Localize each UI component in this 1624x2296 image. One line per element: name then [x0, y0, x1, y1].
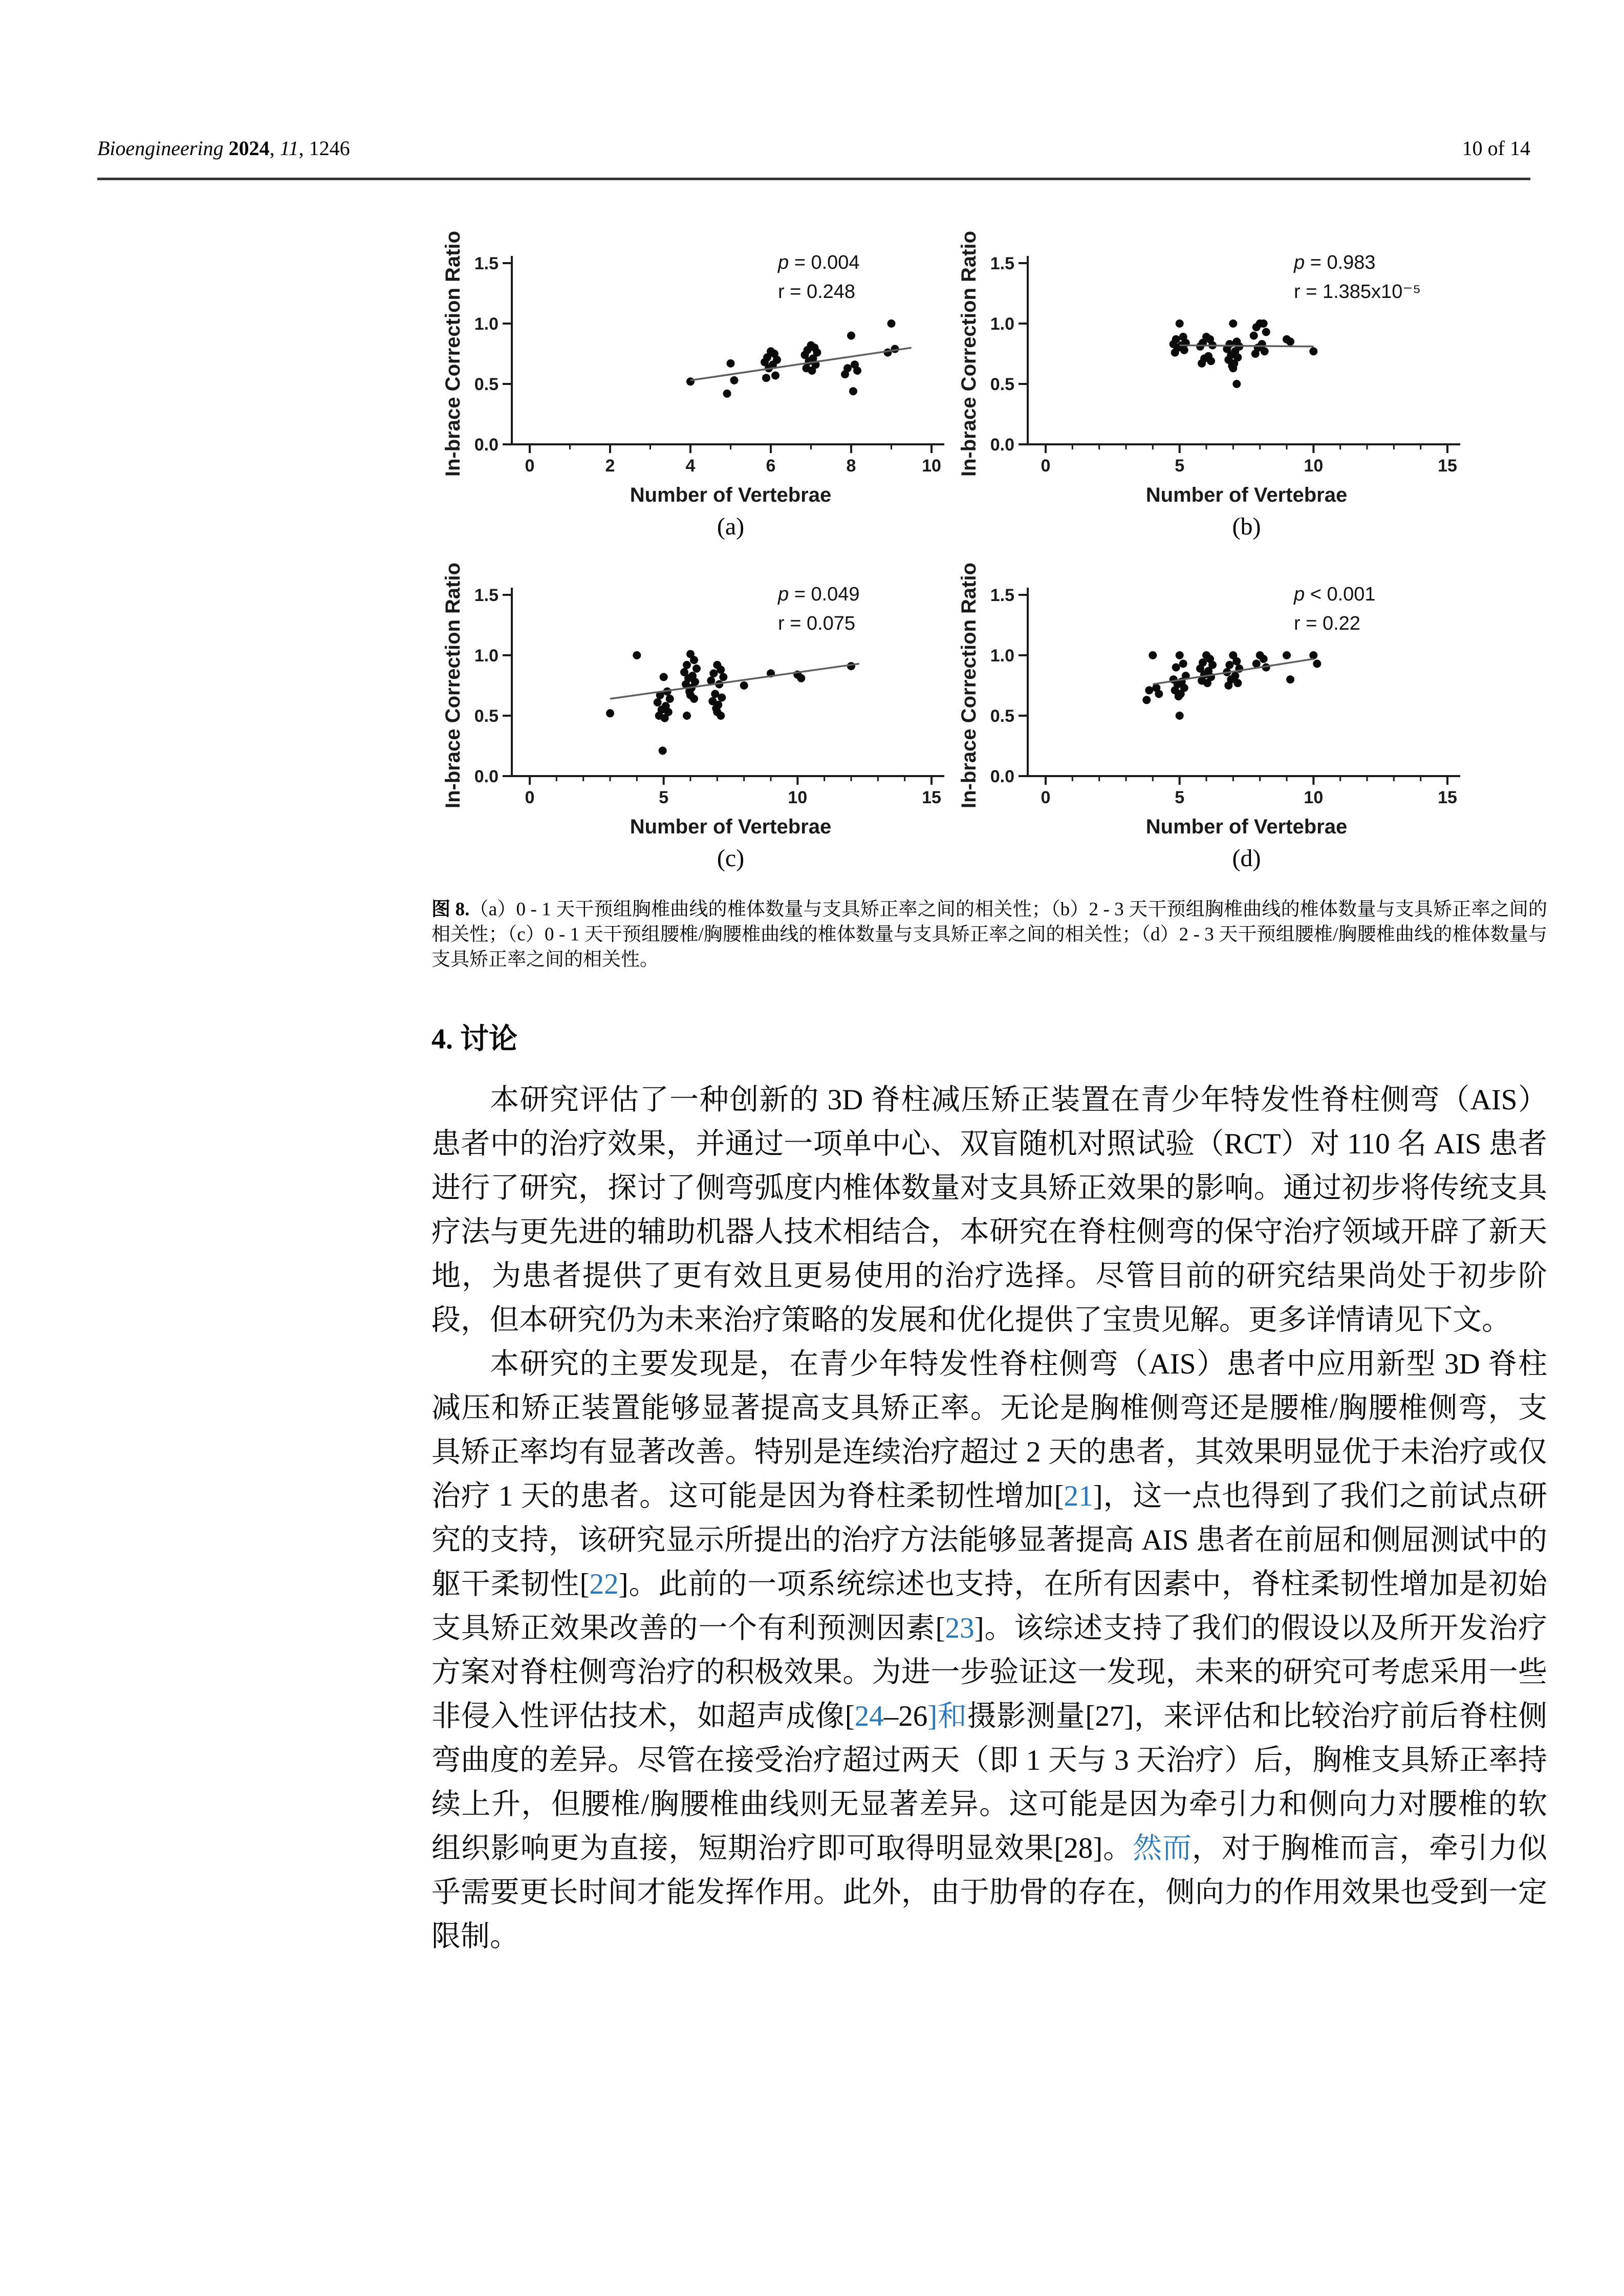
p-value-label: p = 0.004 [778, 252, 860, 273]
paragraph [431, 1078, 1547, 1342]
text-segment: , 1246 [298, 137, 350, 160]
svg-text:15: 15 [1438, 456, 1457, 476]
text-segment: –26 [883, 1700, 928, 1732]
y-axis-title: In-brace Correction Ratio [442, 230, 464, 477]
discussion-body [431, 1078, 1547, 1959]
r-value-label: r = 1.385x10⁻⁵ [1294, 281, 1421, 303]
svg-text:8: 8 [846, 456, 856, 476]
svg-text:0: 0 [525, 456, 535, 476]
r-value-label: r = 0.22 [1294, 613, 1360, 634]
reference-link[interactable]: 22 [589, 1568, 619, 1600]
svg-text:0.5: 0.5 [474, 375, 499, 394]
x-axis [512, 444, 944, 476]
p-value-label: p < 0.001 [1294, 584, 1376, 605]
y-axis [474, 254, 512, 455]
figure-caption [431, 897, 1547, 972]
paragraph [431, 1342, 1547, 1959]
reference-link[interactable]: 24 [854, 1700, 884, 1732]
text-segment: , [269, 137, 280, 160]
y-axis [990, 254, 1028, 455]
text-segment: 本研究评估了一种创新的 3D 脊柱减压矫正装置在青少年特发性脊柱侧弯（AIS）患者中的治疗效果，并通过一项单中心、双盲随机对照试验（RCT）对 110 名 AIS 患者进行了研究，探讨了侧弯弧度内椎体数量对支具矫正效果的影响。通过初步将传统支具疗法与更先进的辅助机器人技术相结合，本研究在脊柱侧弯的保守治疗领域开辟了新天地，为患者提供了更有效且更易使用的治疗选择。尽管目前的研究结果尚处于初步阶段，但本研究仍为未来治疗策略的发展和优化提供了宝贵见解。更多详情请见下文。 [431, 1084, 1547, 1336]
p-value-label: p = 0.049 [778, 584, 860, 605]
x-axis-title: Number of Vertebrae [630, 816, 832, 838]
panel-label: (b) [1232, 513, 1261, 540]
reference-link[interactable]: ]和 [927, 1700, 967, 1732]
scatter-plot-a [430, 216, 962, 544]
text-segment: （a）0 - 1 天干预组胸椎曲线的椎体数量与支具矫正率之间的相关性；（b）2 - 3 天干预组胸椎曲线的椎体数量与支具矫正率之间的相关性；（c）0 - 1 天干预组腰椎/胸腰椎曲线的椎体数量与支具矫正率之间的相关性；（d）2 - 3 天干预组腰椎/胸腰椎曲线的椎体数量与支具矫正率之间的相关性。 [431, 899, 1548, 970]
svg-text:0.0: 0.0 [474, 435, 499, 455]
x-axis [1028, 444, 1460, 476]
x-axis [512, 776, 944, 807]
svg-text:0.0: 0.0 [474, 767, 499, 786]
text-segment: 2024 [228, 137, 270, 160]
page-number: 10 of 14 [1462, 137, 1530, 160]
svg-text:5: 5 [1175, 456, 1185, 476]
text-segment: Bioengineering [97, 137, 229, 160]
panel-label: (a) [717, 513, 745, 540]
svg-text:15: 15 [922, 788, 941, 807]
data-points [606, 650, 855, 755]
svg-text:0.0: 0.0 [990, 767, 1014, 786]
y-axis-title: In-brace Correction Ratio [958, 562, 980, 809]
svg-text:10: 10 [788, 788, 808, 807]
x-axis-title: Number of Vertebrae [630, 484, 832, 506]
svg-text:0.0: 0.0 [990, 435, 1014, 455]
reference-link[interactable]: 然而 [1133, 1832, 1192, 1864]
journal-header [97, 136, 350, 160]
svg-text:5: 5 [1175, 788, 1185, 807]
y-axis [474, 586, 512, 786]
text-segment: ]。此前的一项系统综述也支持，在所有因素中，脊柱柔韧性增加是初始支具矫正效果改善的一个有利预测因素[ [431, 1568, 1548, 1644]
svg-text:1.5: 1.5 [474, 254, 499, 273]
y-axis [990, 586, 1028, 786]
svg-text:1.0: 1.0 [990, 314, 1014, 334]
data-points [686, 319, 899, 398]
scatter-plot-b [946, 216, 1478, 544]
svg-text:1.0: 1.0 [474, 314, 499, 334]
text-segment: ]，这一点也得到了我们之前试点研究的支持，该研究显示所提出的治疗方法能够显著提高 AIS 患者在前屈和侧屈测试中的躯干柔韧性[ [431, 1480, 1547, 1600]
trend-line [1180, 346, 1314, 347]
scatter-plot-c [430, 548, 962, 875]
text-segment: 本研究的主要发现是，在青少年特发性脊柱侧弯（AIS）患者中应用新型 3D 脊柱减压和矫正装置能够显著提高支具矫正率。无论是胸椎侧弯还是腰椎/胸腰椎侧弯，支具矫正率均有显著改善。特别是连续治疗超过 2 天的患者，其效果明显优于未治疗或仅治疗 1 天的患者。这可能是因为脊柱柔韧性增加[ [431, 1348, 1547, 1512]
header-rule [97, 178, 1530, 180]
svg-text:10: 10 [1304, 456, 1324, 476]
svg-text:0: 0 [1041, 788, 1051, 807]
text-segment: 11 [279, 137, 299, 160]
svg-text:15: 15 [1438, 788, 1457, 807]
x-axis-title: Number of Vertebrae [1145, 484, 1348, 506]
svg-text:1.5: 1.5 [990, 254, 1014, 273]
svg-text:6: 6 [766, 456, 776, 476]
svg-text:0.5: 0.5 [474, 706, 499, 726]
svg-text:1.0: 1.0 [990, 646, 1014, 666]
y-axis-title: In-brace Correction Ratio [442, 562, 464, 809]
reference-link[interactable]: 21 [1064, 1480, 1093, 1512]
svg-text:1.5: 1.5 [990, 586, 1014, 605]
svg-text:0: 0 [525, 788, 535, 807]
data-points [1170, 319, 1318, 388]
svg-text:2: 2 [605, 456, 615, 476]
panel-label: (d) [1232, 845, 1261, 872]
scatter-plot-d [946, 548, 1478, 875]
text-segment: 图 8. [431, 899, 470, 920]
x-axis-title: Number of Vertebrae [1145, 816, 1348, 838]
p-value-label: p = 0.983 [1294, 252, 1376, 273]
svg-text:1.5: 1.5 [474, 586, 499, 605]
text-segment: ]。该综述支持了我们的假设以及所开发治疗方案对脊柱侧弯治疗的积极效果。为进一步验证这一发现，未来的研究可考虑采用一些非侵入性评估技术，如超声成像[ [431, 1612, 1547, 1732]
text-segment: ，对于胸椎而言，牵引力似乎需要更长时间才能发挥作用。此外，由于肋骨的存在，侧向力的作用效果也受到一定限制。 [431, 1832, 1548, 1952]
y-axis-title: In-brace Correction Ratio [958, 230, 980, 477]
svg-text:0: 0 [1041, 456, 1051, 476]
trend-line [610, 664, 859, 699]
x-axis [1028, 776, 1460, 807]
svg-text:1.0: 1.0 [474, 646, 499, 666]
text-segment: 摄影测量[27]，来评估和比较治疗前后脊柱侧弯曲度的差异。尽管在接受治疗超过两天（即 1 天与 3 天治疗）后，胸椎支具矫正率持续上升，但腰椎/胸腰椎曲线则无显著差异。这可能是因为牵引力和侧向力对腰椎的软组织影响更为直接，短期治疗即可取得明显效果[28]。 [431, 1700, 1547, 1864]
svg-text:4: 4 [685, 456, 696, 476]
r-value-label: r = 0.075 [778, 613, 856, 634]
reference-link[interactable]: 23 [945, 1612, 975, 1644]
svg-text:0.5: 0.5 [990, 375, 1014, 394]
section-heading-discussion: 4. 讨论 [431, 1023, 517, 1055]
svg-text:10: 10 [1304, 788, 1324, 807]
trend-line [690, 348, 912, 380]
svg-text:5: 5 [659, 788, 669, 807]
svg-text:0.5: 0.5 [990, 706, 1014, 726]
svg-text:10: 10 [922, 456, 941, 476]
panel-label: (c) [717, 845, 745, 872]
r-value-label: r = 0.248 [778, 281, 856, 303]
